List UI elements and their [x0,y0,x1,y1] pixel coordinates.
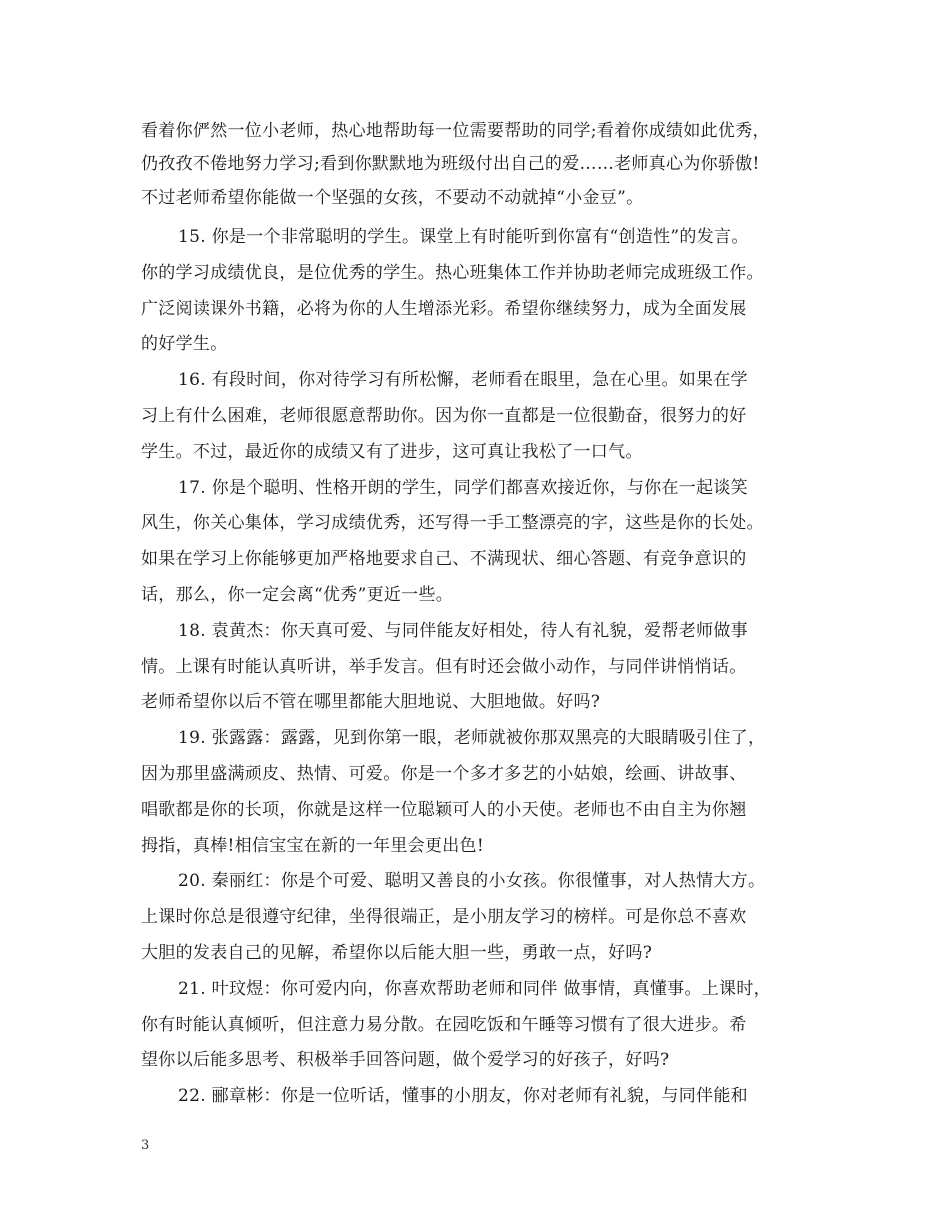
paragraph-22-line-1: 22. 郦章彬：你是一位听话，懂事的小朋友，你对老师有礼貌，与同伴能和 [178,1086,748,1106]
paragraph-16-line-3: 学生。不过，最近你的成绩又有了进步，这可真让我松了一口气。 [141,442,643,462]
page-number: 3 [141,1138,150,1153]
paragraph-19-line-4: 拇指，真棒!相信宝宝在新的一年里会更出色! [141,836,484,856]
text-line-1: 看着你俨然一位小老师，热心地帮助每一位需要帮助的同学;看着你成绩如此优秀， [141,121,770,141]
paragraph-19-line-2: 因为那里盛满顽皮、热情、可爱。你是一个多才多艺的小姑娘，绘画、讲故事、 [141,764,747,784]
paragraph-21-line-1: 21. 叶玟煜：你可爱内向，你喜欢帮助老师和同伴 做事情，真懂事。上课时， [178,979,771,999]
paragraph-20-line-2: 上课时你总是很遵守纪律，坐得很端正，是小朋友学习的榜样。可是你总不喜欢 [141,907,747,927]
paragraph-21-line-3: 望你以后能多思考、积极举手回答问题，做个爱学习的好孩子，好吗? [141,1050,670,1070]
paragraph-15-line-2: 你的学习成绩优良，是位优秀的学生。热心班集体工作并协助老师完成班级工作。 [141,263,764,283]
paragraph-17-line-1: 17. 你是个聪明、性格开朗的学生，同学们都喜欢接近你，与你在一起谈笑 [178,478,748,498]
paragraph-18-line-2: 情。上课有时能认真听讲，举手发言。但有时还会做小动作，与同伴讲悄悄话。 [141,657,747,677]
paragraph-19-line-1: 19. 张露露：露露，见到你第一眼，老师就被你那双黑亮的大眼睛吸引住了， [178,728,766,748]
paragraph-17-line-3: 如果在学习上你能够更加严格地要求自己、不满现状、细心答题、有竞争意识的 [141,549,747,569]
paragraph-16-line-2: 习上有什么困难，老师很愿意帮助你。因为你一直都是一位很勤奋，很努力的好 [141,406,747,426]
paragraph-18-line-3: 老师希望你以后不管在哪里都能大胆地说、大胆地做。好吗? [141,692,601,712]
paragraph-15-line-4: 的好学生。 [141,334,228,354]
text-line-2: 仍孜孜不倦地努力学习;看到你默默地为班级付出自己的爱……老师真心为你骄傲! [141,154,760,174]
paragraph-19-line-3: 唱歌都是你的长项，你就是这样一位聪颖可人的小天使。老师也不由自主为你翘 [141,800,747,820]
paragraph-15-line-1: 15. 你是一个非常聪明的学生。课堂上有时能听到你富有“创造性”的发言。 [178,227,749,247]
paragraph-20-line-1: 20. 秦丽红：你是个可爱、聪明又善良的小女孩。你很懂事，对人热情大方。 [178,871,766,891]
paragraph-18-line-1: 18. 袁黄杰：你天真可爱、与同伴能友好相处，待人有礼貌，爱帮老师做事 [178,621,748,641]
paragraph-21-line-2: 你有时能认真倾听，但注意力易分散。在园吃饭和午睡等习惯有了很大进步。希 [141,1015,747,1035]
paragraph-17-line-2: 风生，你关心集体，学习成绩优秀，还写得一手工整漂亮的字，这些是你的长处。 [141,513,764,533]
paragraph-15-line-3: 广泛阅读课外书籍，必将为你的人生增添光彩。希望你继续努力，成为全面发展 [141,299,747,319]
paragraph-20-line-3: 大胆的发表自己的见解，希望你以后能大胆一些，勇敢一点，好吗? [141,943,653,963]
paragraph-16-line-1: 16. 有段时间，你对待学习有所松懈，老师看在眼里，急在心里。如果在学 [178,370,748,390]
paragraph-17-line-4: 话，那么，你一定会离“优秀”更近一些。 [141,585,454,605]
text-line-3: 不过老师希望你能做一个坚强的女孩，不要动不动就掉“小金豆”。 [141,188,644,208]
